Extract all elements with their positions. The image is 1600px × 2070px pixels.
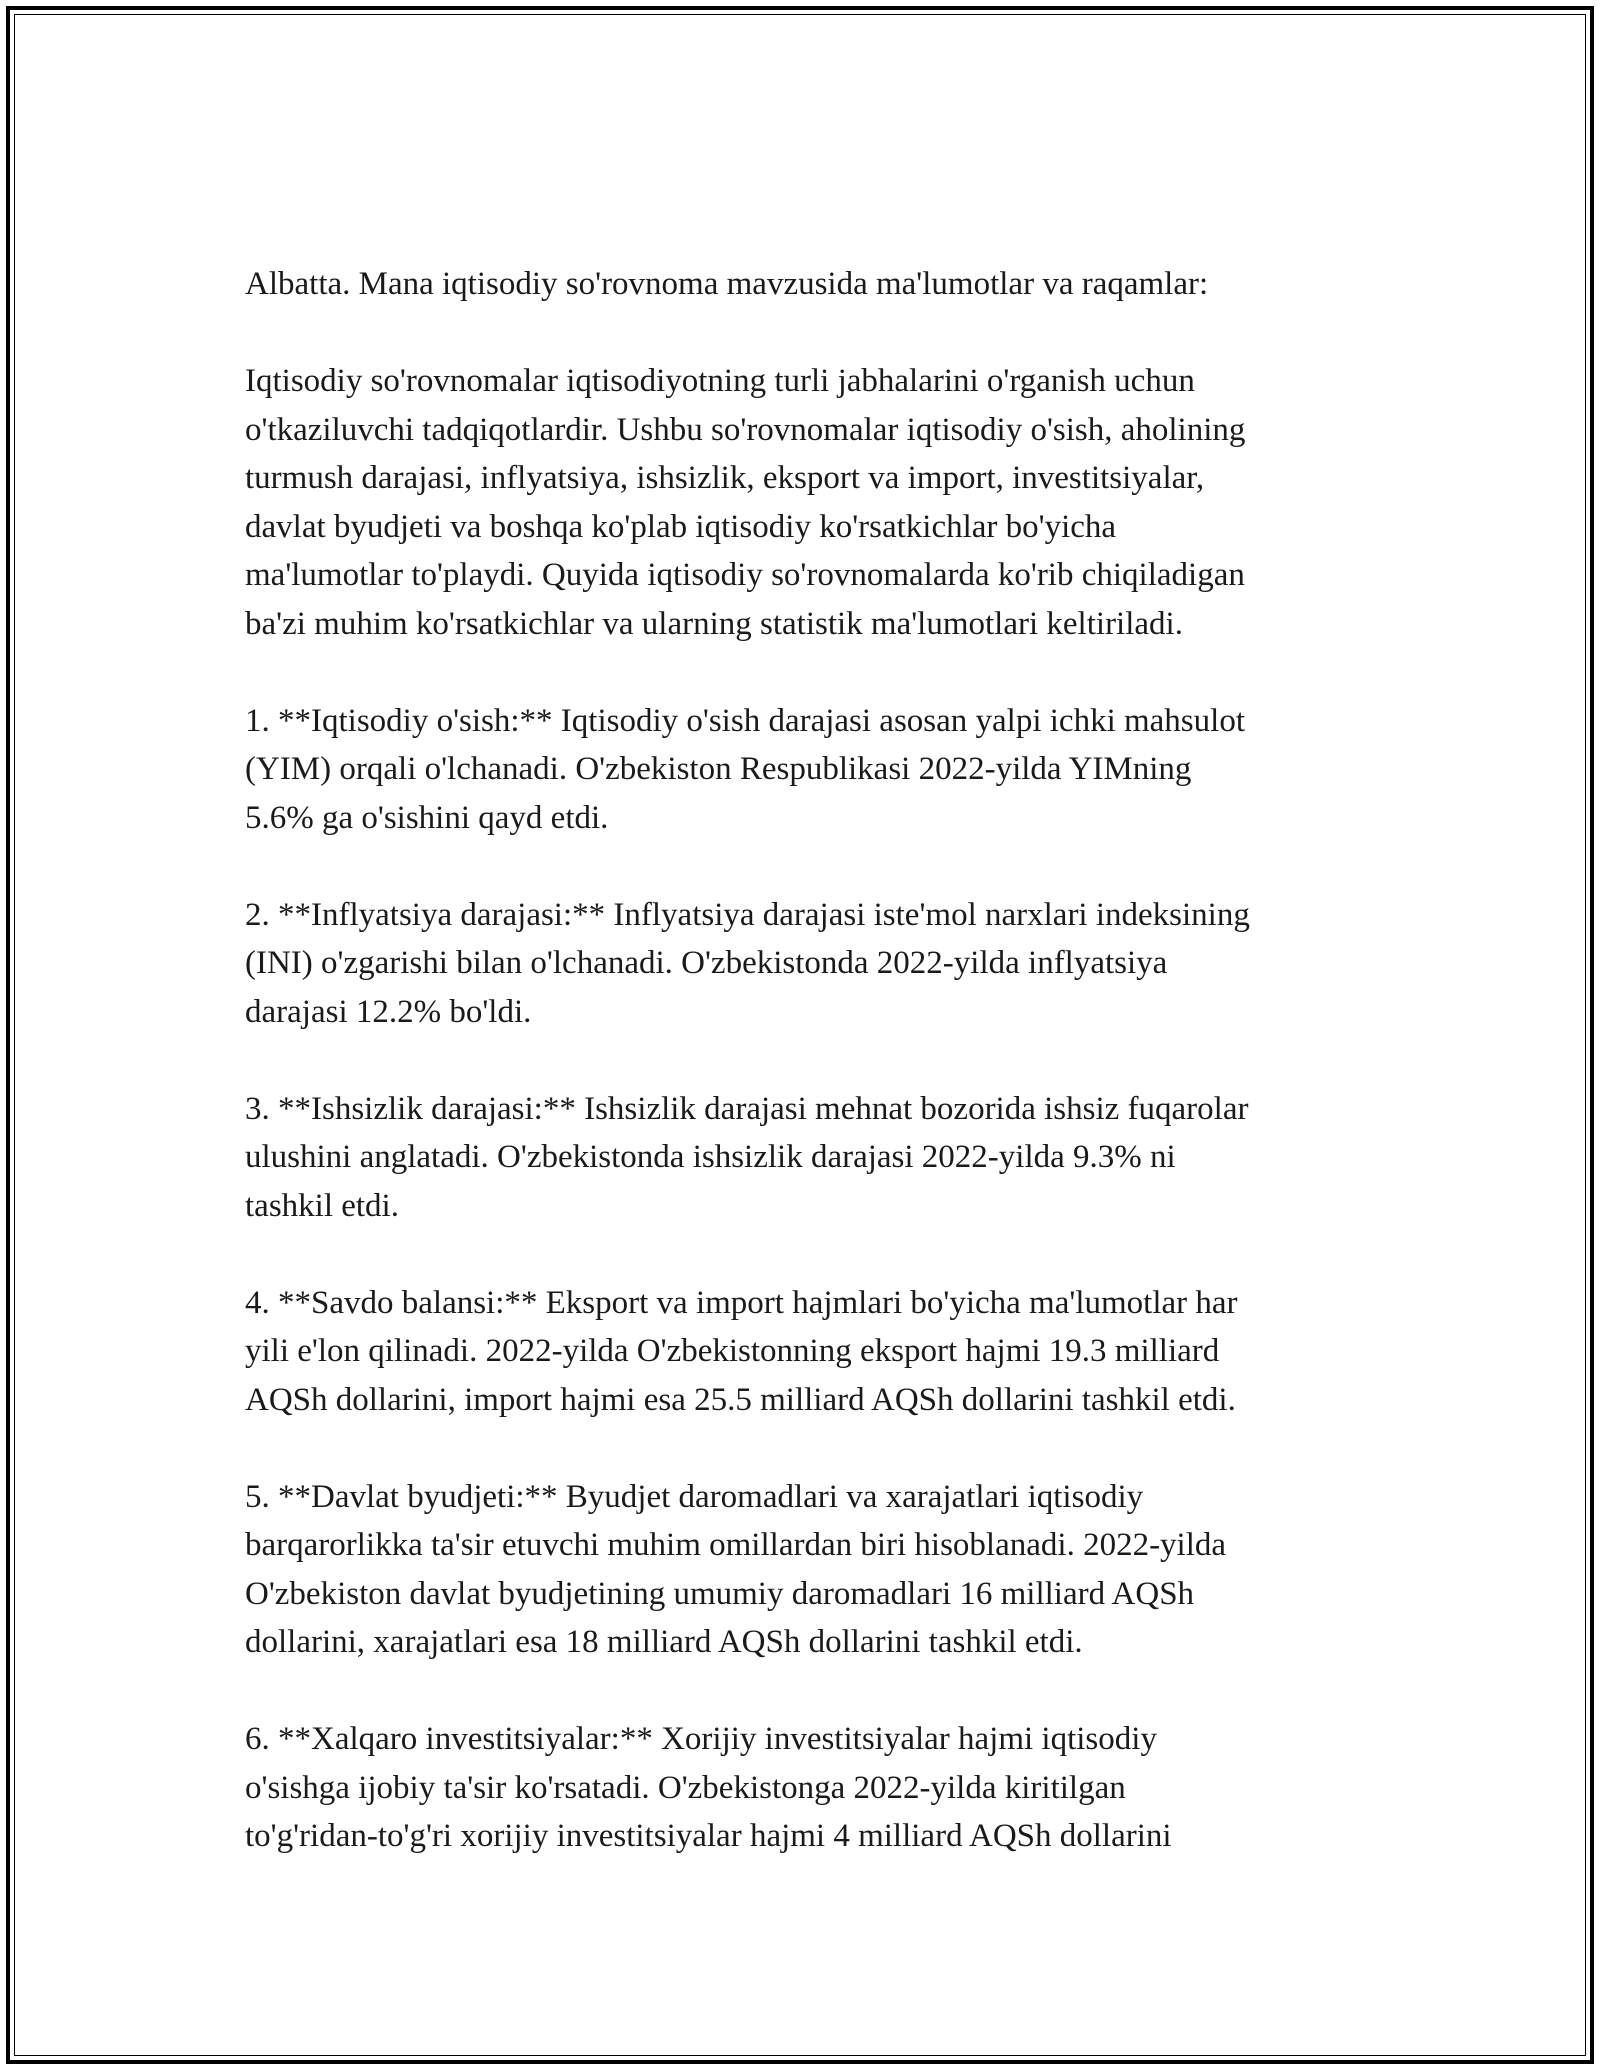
overview-paragraph <box>245 357 1375 648</box>
text-line: 2. **Inflyatsiya darajasi:** Inflyatsiya darajasi iste'mol narxlari indeksining <box>245 896 1250 933</box>
text-line: barqarorlikka ta'sir etuvchi muhim omillardan biri hisoblanadi. 2022-yilda <box>245 1527 1227 1563</box>
text-line: to'g'ridan-to'g'ri xorijiy investitsiyalar hajmi 4 milliard AQSh dollarini <box>245 1818 1172 1854</box>
text-line: 6. **Xalqaro investitsiyalar:** Xorijiy investitsiyalar hajmi iqtisodiy <box>245 1721 1157 1757</box>
list-item-unemployment <box>245 1085 1375 1231</box>
text-line: 5. **Davlat byudjeti:** Byudjet daromadlari va xarajatlari iqtisodiy <box>245 1478 1144 1515</box>
intro-paragraph <box>245 260 1375 309</box>
list-item-international-investments <box>245 1715 1375 1861</box>
text-line: tashkil etdi. <box>245 1187 399 1224</box>
list-item-state-budget <box>245 1473 1375 1667</box>
text-line: O'zbekiston davlat byudjetining umumiy daromadlari 16 milliard AQSh <box>245 1575 1195 1612</box>
text-line: (INI) o'zgarishi bilan o'lchanadi. O'zbekistonda 2022-yilda inflyatsiya <box>245 945 1168 981</box>
list-item-trade-balance <box>245 1279 1375 1425</box>
text-line: 4. **Savdo balansi:** Eksport va import hajmlari bo'yicha ma'lumotlar har <box>245 1284 1238 1321</box>
text-line: AQSh dollarini, import hajmi esa 25.5 milliard AQSh dollarini tashkil etdi. <box>245 1381 1236 1418</box>
text-line: turmush darajasi, inflyatsiya, ishsizlik, eksport va import, investitsiyalar, <box>245 460 1205 496</box>
text-line: davlat byudjeti va boshqa ko'plab iqtisodiy ko'rsatkichlar bo'yicha <box>245 508 1117 545</box>
text-line: (YIM) orqali o'lchanadi. O'zbekiston Respublikasi 2022-yilda YIMning <box>245 751 1192 787</box>
page-frame <box>6 6 1594 2064</box>
text-line: Iqtisodiy so'rovnomalar iqtisodiyotning turli jabhalarini o'rganish uchun <box>245 363 1195 399</box>
text-line: yili e'lon qilinadi. 2022-yilda O'zbekistonning eksport hajmi 19.3 milliard <box>245 1333 1220 1369</box>
text-line: 1. **Iqtisodiy o'sish:** Iqtisodiy o'sish darajasi asosan yalpi ichki mahsulot <box>245 702 1245 739</box>
text-line: dollarini, xarajatlari esa 18 milliard AQSh dollarini tashkil etdi. <box>245 1624 1083 1660</box>
text-line: 5.6% ga o'sishini qayd etdi. <box>245 799 609 836</box>
text-line: ulushini anglatadi. O'zbekistonda ishsizlik darajasi 2022-yilda 9.3% ni <box>245 1139 1176 1175</box>
text-line: 3. **Ishsizlik darajasi:** Ishsizlik darajasi mehnat bozorida ishsiz fuqarolar <box>245 1090 1249 1127</box>
text-line: Albatta. Mana iqtisodiy so'rovnoma mavzusida ma'lumotlar va raqamlar: <box>245 266 1209 302</box>
list-item-economic-growth <box>245 697 1375 843</box>
list-item-inflation <box>245 891 1375 1037</box>
text-line: ma'lumotlar to'playdi. Quyida iqtisodiy so'rovnomalarda ko'rib chiqiladigan <box>245 557 1245 593</box>
text-line: darajasi 12.2% bo'ldi. <box>245 993 532 1030</box>
document-body <box>245 260 1375 1861</box>
text-line: o'tkaziluvchi tadqiqotlardir. Ushbu so'rovnomalar iqtisodiy o'sish, aholining <box>245 411 1246 448</box>
text-line: ba'zi muhim ko'rsatkichlar va ularning statistik ma'lumotlari keltiriladi. <box>245 605 1183 642</box>
text-line: o'sishga ijobiy ta'sir ko'rsatadi. O'zbekistonga 2022-yilda kiritilgan <box>245 1769 1126 1806</box>
